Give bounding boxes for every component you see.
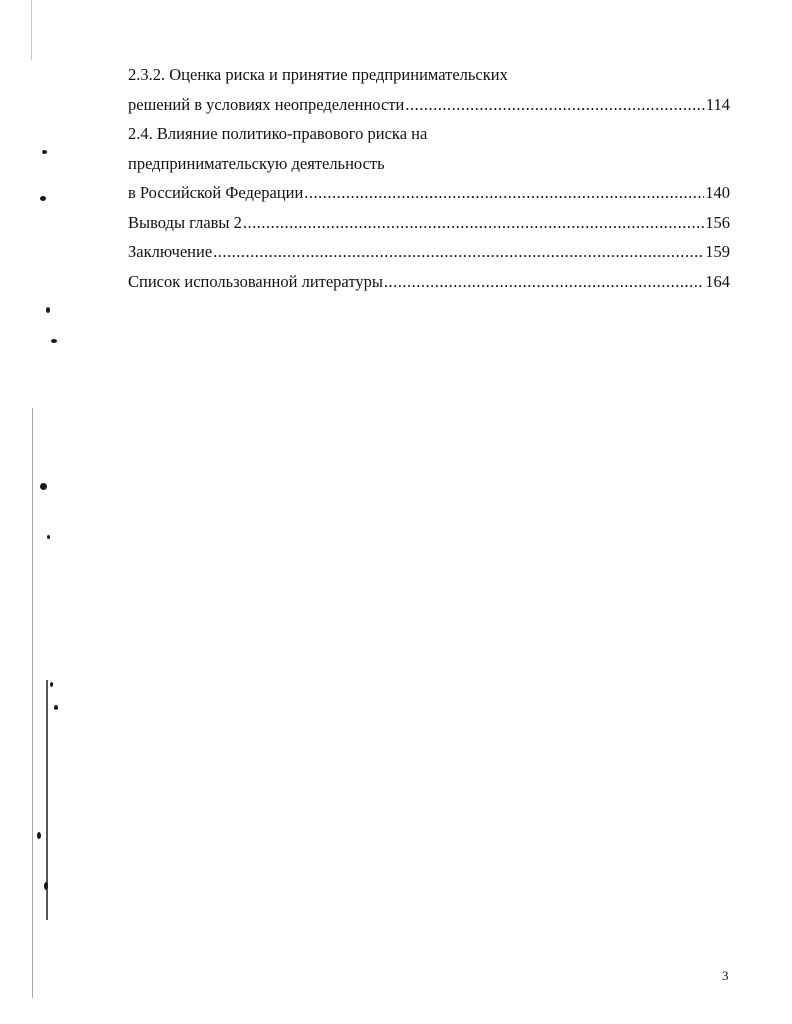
toc-leader-dots xyxy=(384,267,704,297)
toc-entry-line xyxy=(128,267,730,297)
toc-entry-line xyxy=(128,208,730,238)
toc-entry-title: 2.4. Влияние политико-правового риска на xyxy=(128,124,428,143)
scan-speck xyxy=(44,882,48,890)
toc-entry-line xyxy=(128,237,730,267)
toc-page-number: 164 xyxy=(705,271,730,291)
toc-page-number: 140 xyxy=(705,183,730,202)
toc-entry-title: Список использованной литературы xyxy=(128,271,383,291)
scan-speck xyxy=(42,150,47,154)
toc-page-number: 159 xyxy=(705,242,730,261)
toc-entry-title: 2.3.2. Оценка риска и принятие предпринимательских xyxy=(128,65,508,84)
toc-page-number: 156 xyxy=(705,212,730,232)
toc-entry-title: Заключение xyxy=(128,242,213,261)
toc-entry-title: решений в условиях неопределенности xyxy=(128,94,405,114)
scan-edge-line xyxy=(32,408,33,998)
toc-entry-line xyxy=(128,119,730,149)
scan-speck xyxy=(40,483,47,490)
toc-entry-title: предпринимательскую деятельность xyxy=(128,153,385,173)
toc-entry-line xyxy=(128,149,730,179)
scan-speck xyxy=(47,535,50,539)
scan-speck xyxy=(46,307,50,313)
toc-entry-line xyxy=(128,178,730,208)
scan-speck xyxy=(51,339,57,343)
scan-edge-line xyxy=(31,0,32,60)
scan-speck xyxy=(40,196,46,201)
toc-leader-dots xyxy=(213,237,704,267)
scan-speck xyxy=(50,682,53,687)
toc-leader-dots xyxy=(304,178,704,208)
toc-entry-title: Выводы главы 2 xyxy=(128,212,242,232)
toc-leader-dots xyxy=(405,90,705,120)
toc-entry-title: в Российской Федерации xyxy=(128,183,304,202)
toc-leader-dots xyxy=(243,208,704,238)
scan-speck xyxy=(37,832,41,839)
toc-entry-line xyxy=(128,60,730,90)
toc-page-number: 114 xyxy=(705,94,730,114)
table-of-contents xyxy=(128,60,730,296)
scan-speck xyxy=(54,705,58,710)
page-number: 3 xyxy=(722,968,729,983)
toc-entry-line xyxy=(128,90,730,120)
